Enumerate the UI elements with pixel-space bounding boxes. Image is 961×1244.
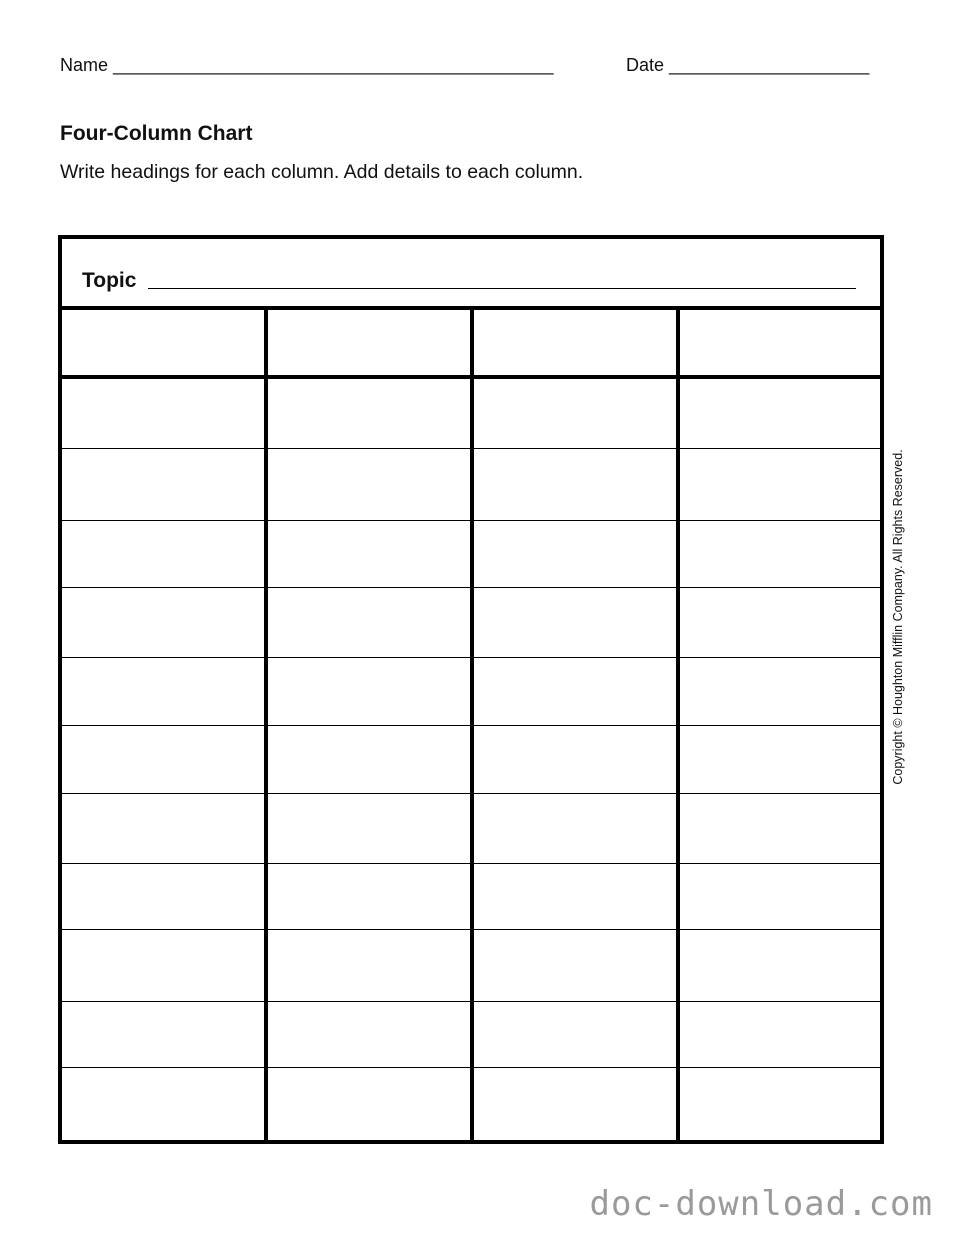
- detail-cell[interactable]: [476, 450, 674, 518]
- name-blank[interactable]: ____________________________________________: [113, 55, 554, 75]
- date-blank[interactable]: ____________________: [669, 55, 870, 75]
- row-divider-4: [62, 657, 880, 658]
- detail-cell[interactable]: [66, 1069, 262, 1138]
- detail-cell[interactable]: [66, 381, 262, 446]
- detail-cell[interactable]: [476, 1069, 674, 1138]
- column-heading-cell-3[interactable]: [476, 311, 674, 373]
- detail-cell[interactable]: [66, 1003, 262, 1065]
- detail-cell[interactable]: [682, 865, 876, 927]
- detail-cell[interactable]: [270, 589, 468, 655]
- detail-cell[interactable]: [682, 931, 876, 999]
- row-divider-8: [62, 929, 880, 930]
- detail-cell[interactable]: [270, 1069, 468, 1138]
- watermark: doc-download.com: [589, 1184, 933, 1224]
- detail-cell[interactable]: [270, 381, 468, 446]
- page-title: Four-Column Chart: [60, 122, 253, 145]
- detail-cell[interactable]: [682, 1069, 876, 1138]
- detail-cell[interactable]: [476, 931, 674, 999]
- detail-cell[interactable]: [682, 522, 876, 585]
- detail-cell[interactable]: [270, 522, 468, 585]
- row-divider-2: [62, 520, 880, 521]
- detail-cell[interactable]: [476, 381, 674, 446]
- topic-input-line[interactable]: [148, 288, 856, 289]
- detail-cell[interactable]: [476, 795, 674, 861]
- detail-cell[interactable]: [270, 727, 468, 791]
- detail-cell[interactable]: [270, 450, 468, 518]
- detail-cell[interactable]: [476, 865, 674, 927]
- detail-cell[interactable]: [682, 1003, 876, 1065]
- detail-cell[interactable]: [66, 589, 262, 655]
- detail-cell[interactable]: [682, 727, 876, 791]
- detail-cell[interactable]: [66, 522, 262, 585]
- row-divider-1: [62, 448, 880, 449]
- detail-cell[interactable]: [66, 450, 262, 518]
- detail-cell[interactable]: [66, 659, 262, 723]
- detail-cell[interactable]: [476, 522, 674, 585]
- detail-cell[interactable]: [682, 381, 876, 446]
- instructions: Write headings for each column. Add details to each column.: [60, 161, 584, 183]
- row-divider-9: [62, 1001, 880, 1002]
- date-label: Date: [626, 55, 665, 75]
- detail-cell[interactable]: [270, 1003, 468, 1065]
- name-label: Name: [60, 55, 109, 75]
- column-heading-cell-1[interactable]: [66, 311, 262, 373]
- detail-cell[interactable]: [66, 931, 262, 999]
- row-divider-6: [62, 793, 880, 794]
- detail-cell[interactable]: [682, 659, 876, 723]
- detail-cell[interactable]: [476, 589, 674, 655]
- detail-cell[interactable]: [270, 659, 468, 723]
- detail-cell[interactable]: [682, 589, 876, 655]
- detail-cell[interactable]: [476, 1003, 674, 1065]
- detail-cell[interactable]: [66, 795, 262, 861]
- topic-label: Topic: [82, 269, 137, 292]
- column-heading-cell-4[interactable]: [682, 311, 876, 373]
- column-heading-cell-2[interactable]: [270, 311, 468, 373]
- name-field[interactable]: [60, 55, 554, 76]
- row-divider-3: [62, 587, 880, 588]
- row-divider-7: [62, 863, 880, 864]
- detail-cell[interactable]: [476, 659, 674, 723]
- detail-cell[interactable]: [270, 931, 468, 999]
- four-column-chart: [58, 235, 884, 1144]
- detail-cell[interactable]: [682, 450, 876, 518]
- detail-cell[interactable]: [270, 865, 468, 927]
- date-field[interactable]: [626, 55, 869, 76]
- detail-cell[interactable]: [66, 865, 262, 927]
- detail-cell[interactable]: [476, 727, 674, 791]
- detail-cell[interactable]: [270, 795, 468, 861]
- row-divider-10: [62, 1067, 880, 1068]
- row-divider-5: [62, 725, 880, 726]
- detail-cell[interactable]: [66, 727, 262, 791]
- detail-cell[interactable]: [682, 795, 876, 861]
- copyright-notice: Copyright © Houghton Mifflin Company. All Rights Reserved.: [891, 449, 905, 785]
